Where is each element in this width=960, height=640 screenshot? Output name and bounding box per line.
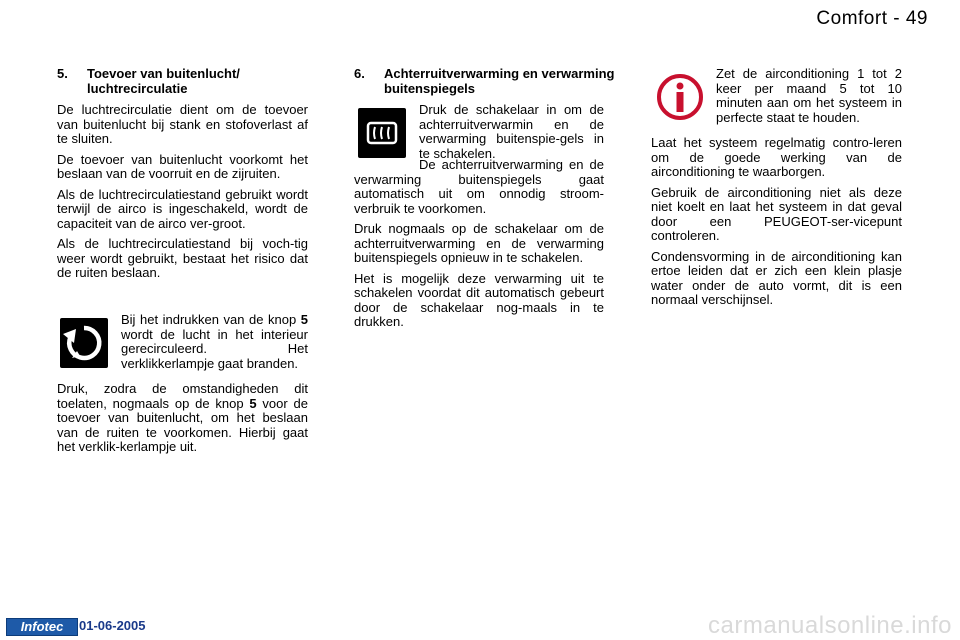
section-5-closing	[57, 382, 308, 461]
section-5-body	[57, 103, 308, 287]
info-icon	[656, 73, 704, 121]
info-body	[651, 136, 902, 314]
button-number-5: 5	[300, 312, 308, 327]
recirculation-text-post: wordt de lucht in het interieur gerecirculeerd. Het verklikkerlampje gaat branden.	[121, 326, 308, 371]
section-6-paragraph: Het is mogelijk deze verwarming uit te schakelen voordat dit automatisch gebeurt door de schakelaar nog-maals in te drukken.	[354, 270, 604, 329]
page-header: Comfort - 49	[816, 8, 928, 29]
recirculation-icon-text	[121, 313, 308, 377]
section-5-paragraph: De toevoer van buitenlucht voorkomt het beslaan van de voorruit en de zijruiten.	[57, 151, 308, 181]
info-paragraph: Gebruik de airconditioning niet als deze niet koelt en laat het systeem in dat geval door een PEUGEOT-ser-vicepunt controleren.	[651, 184, 902, 243]
info-icon-paragraph: Zet de airconditioning 1 tot 2 keer per maand 5 tot 10 minuten aan om het systeem in perfecte staat te houden.	[716, 66, 902, 125]
footer-date: 01-06-2005	[79, 618, 146, 633]
section-5-heading	[57, 67, 317, 97]
defrost-icon-paragraph: Druk de schakelaar in om de achterruitverwarmin en de verwarming buitenspie-gels in te schakelen.	[419, 102, 604, 161]
rear-defrost-button-icon	[358, 108, 406, 158]
recirculation-text-pre: Bij het indrukken van de knop	[121, 312, 301, 327]
watermark: carmanualsonline.info	[708, 612, 952, 639]
section-5-paragraph: Als de luchtrecirculatiestand gebruikt wordt terwijl de airco is ingeschakeld, wordt de capaciteit van de airco ver-groot.	[57, 186, 308, 231]
section-5-paragraph: De luchtrecirculatie dient om de toevoer van buitenlucht bij stank en stofoverlast af te sluiten.	[57, 102, 308, 146]
section-6-title: Achterruitverwarming en verwarming buitenspiegels	[384, 66, 615, 96]
section-5-paragraph: Als de luchtrecirculatiestand bij voch-tig weer wordt gebruikt, bestaat het risico dat de ruiten beslaan.	[57, 236, 308, 280]
section-6-heading	[354, 67, 614, 97]
infotec-logo: Infotec	[6, 618, 78, 636]
closing-text-pre: Druk, zodra de omstandigheden dit toelaten, nogmaals op de knop	[57, 381, 308, 411]
section-6-paragraph: Druk nogmaals op de schakelaar om de achterruitverwarming en de verwarming buitenspiegels opnieuw in te schakelen.	[354, 221, 604, 265]
info-paragraph: Laat het systeem regelmatig contro-leren om de goede werking van de airconditioning te waarborgen.	[651, 135, 902, 179]
info-paragraph: Condensvorming in de airconditioning kan ertoe leiden dat er zich een klein plasje water onder de auto vormt, dit is een normaal verschijnsel.	[651, 248, 902, 307]
section-6-number: 6.	[354, 66, 365, 81]
section-6-body	[354, 158, 604, 336]
info-icon-text	[716, 67, 902, 131]
closing-text-post: voor de toevoer van buitenlucht, om het beslaan van de ruiten te voorkomen. Hierbij gaat het verklik-kerlampje uit.	[57, 395, 308, 454]
section-6-paragraph: De achterruitverwarming en de verwarming buitenspiegels gaat automatisch uit om onnodig stroom-verbruik te voorkomen.	[354, 157, 604, 216]
button-number-5: 5	[249, 395, 257, 411]
section-5-title: Toevoer van buitenlucht/ luchtrecirculatie	[87, 66, 240, 96]
section-5-number: 5.	[57, 66, 68, 81]
recirculation-button-icon	[60, 318, 108, 368]
